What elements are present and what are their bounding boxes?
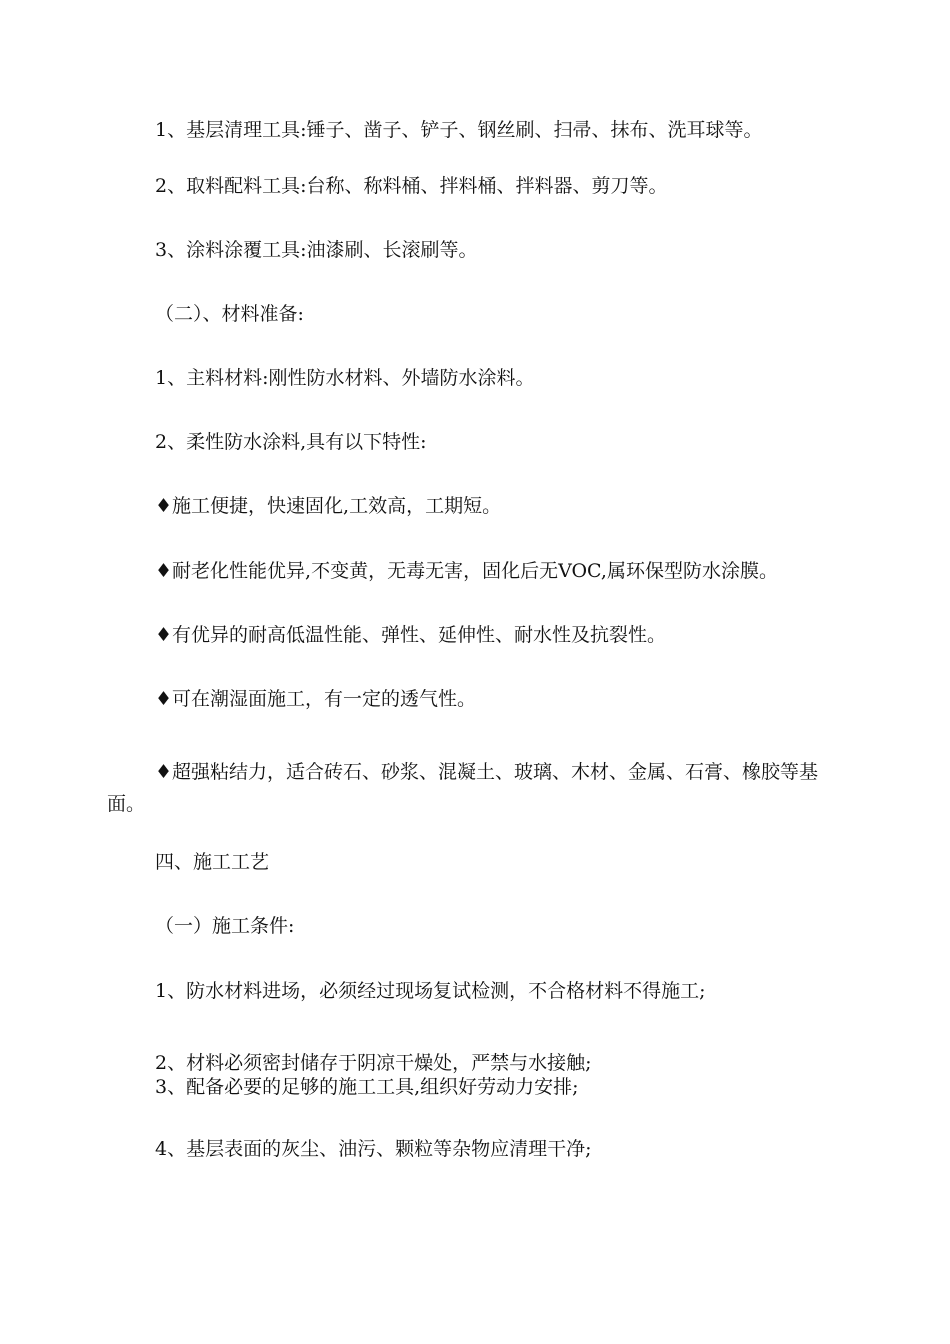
paragraph-cleaning-tools: 1、基层清理工具:锤子、凿子、铲子、钢丝刷、扫帚、抹布、洗耳球等。 bbox=[155, 119, 763, 141]
bullet-wet-surface: ♦可在潮湿面施工，有一定的透气性。 bbox=[155, 688, 477, 710]
paragraph-material-storage: 2、材料必须密封储存于阴凉干燥处，严禁与水接触; bbox=[155, 1052, 592, 1074]
bullet-adhesion: ♦超强粘结力，适合砖石、砂浆、混凝土、玻璃、木材、金属、石膏、橡胶等基面。 bbox=[107, 761, 819, 815]
paragraph-material-inspection: 1、防水材料进场，必须经过现场复试检测，不合格材料不得施工; bbox=[155, 980, 706, 1002]
section-heading-construction-conditions: （一）施工条件: bbox=[155, 915, 295, 937]
paragraph-surface-cleaning: 4、基层表面的灰尘、油污、颗粒等杂物应清理干净; bbox=[155, 1138, 592, 1160]
bullet-aging-resistance: ♦耐老化性能优异,不变黄，无毒无害，固化后无VOC,属环保型防水涂膜。 bbox=[155, 560, 778, 582]
paragraph-main-materials: 1、主料材料:刚性防水材料、外墙防水涂料。 bbox=[155, 367, 535, 389]
paragraph-coating-tools: 3、涂料涂覆工具:油漆刷、长滚刷等。 bbox=[155, 239, 478, 261]
paragraph-batching-tools: 2、取料配料工具:台称、称料桶、拌料桶、拌料器、剪刀等。 bbox=[155, 175, 668, 197]
section-heading-material-prep: （二）、材料准备: bbox=[155, 303, 304, 325]
section-heading-construction-process: 四、施工工艺 bbox=[155, 851, 270, 873]
paragraph-flexible-coating: 2、柔性防水涂料,具有以下特性: bbox=[155, 431, 427, 453]
bullet-fast-curing: ♦施工便捷，快速固化,工效高，工期短。 bbox=[155, 495, 502, 517]
paragraph-tools-labor: 3、配备必要的足够的施工工具,组织好劳动力安排; bbox=[155, 1076, 579, 1098]
bullet-temperature-performance: ♦有优异的耐高低温性能、弹性、延伸性、耐水性及抗裂性。 bbox=[155, 624, 667, 646]
